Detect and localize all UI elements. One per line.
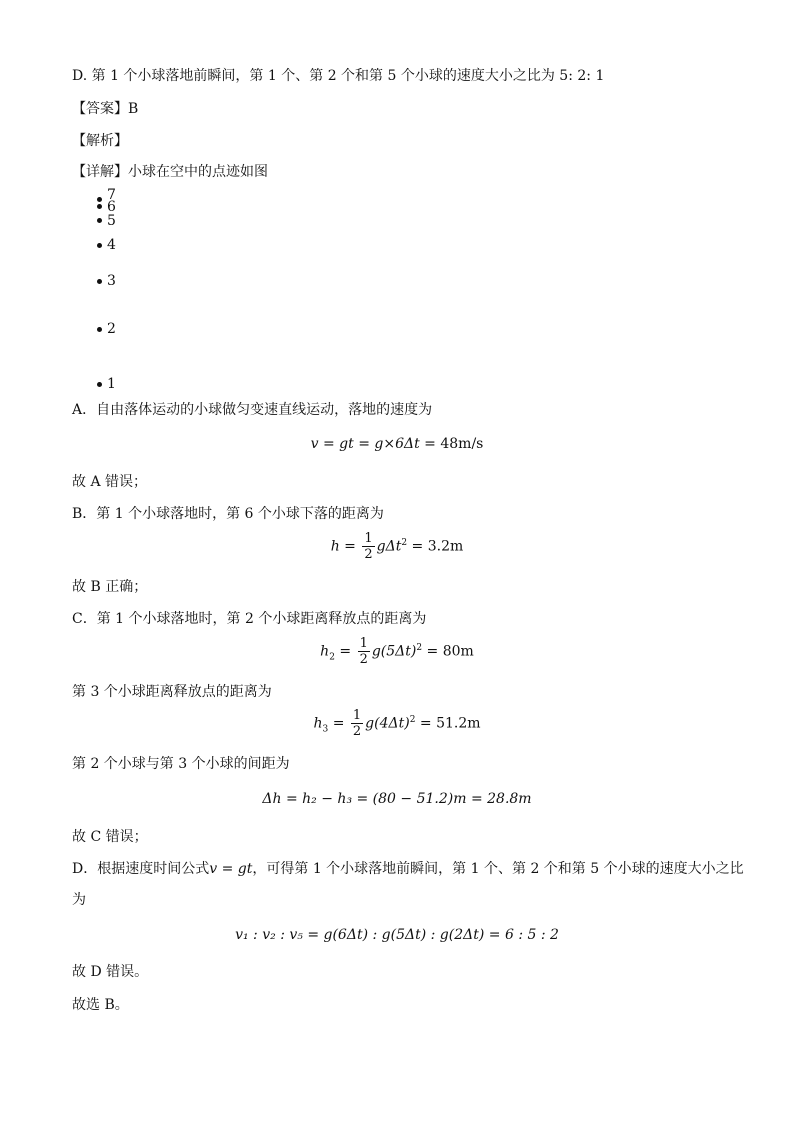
equation-b: h = $\frac{1}{2}$ gΔt$^2$ = 3.2m <box>330 531 464 562</box>
option-a-text: A．自由落体运动的小球做匀变速直线运动，落地的速度为 <box>72 402 433 418</box>
option-b-text: B．第 1 个小球落地时，第 6 个小球下落的距离为 <box>72 506 384 522</box>
final-choice: 故选 B。 <box>72 997 129 1013</box>
ball-label-4: 4 <box>107 237 116 253</box>
equation-d: v₁ : v₂ : v₅ = g(6Δt) : g(5Δt) : g(2Δt) = 6 : 5 : 2 <box>235 927 559 943</box>
ball-label-5: 5 <box>107 213 116 229</box>
option-d-conclusion: 故 D 错误。 <box>72 964 149 980</box>
option-c-text: C．第 1 个小球落地时，第 2 个小球距离释放点的距离为 <box>72 611 427 627</box>
option-c-text2: 第 3 个小球距离释放点的距离为 <box>72 684 272 700</box>
ball-dot-3 <box>97 279 102 284</box>
option-d-text-wrap: 为 <box>72 892 86 908</box>
ball-label-3: 3 <box>107 273 116 289</box>
equation-c1: $h_2$ = $\frac{1}{2}$ $g(5\Delta t)^2 = 80m$ <box>320 636 474 667</box>
detail-intro: 【详解】小球在空中的点迹如图 <box>72 164 268 180</box>
option-b-conclusion: 故 B 正确； <box>72 579 148 595</box>
ball-dot-6 <box>97 204 102 209</box>
option-c-text3: 第 2 个小球与第 3 个小球的间距为 <box>72 756 290 772</box>
analysis-label: 【解析】 <box>72 133 128 149</box>
equation-a: v = gt = g×6Δt = 48m/s <box>310 436 484 452</box>
ball-label-1: 1 <box>107 376 116 392</box>
ball-dot-4 <box>97 243 102 248</box>
ball-label-2: 2 <box>107 321 116 337</box>
ball-label-6: 6 <box>107 199 116 215</box>
option-d-statement: D. 第 1 个小球落地前瞬间，第 1 个、第 2 个和第 5 个小球的速度大小之比为 5: 2: 1 <box>72 68 605 84</box>
option-c-conclusion: 故 C 错误； <box>72 829 148 845</box>
ball-dot-2 <box>97 327 102 332</box>
equation-c2: $h_3$ = $\frac{1}{2}$ $g(4\Delta t)^2 = 51.2m$ <box>313 708 481 739</box>
ball-dot-7 <box>97 197 102 202</box>
ball-dot-1 <box>97 382 102 387</box>
answer-label: 【答案】B <box>72 101 139 117</box>
ball-label-7: 7 <box>107 187 116 203</box>
option-a-conclusion: 故 A 错误； <box>72 474 148 490</box>
option-d-text: D．根据速度时间公式v = gt，可得第 1 个小球落地前瞬间，第 1 个、第 2 个和第 5 个小球的速度大小之比 <box>72 861 744 877</box>
equation-c3: Δh = h₂ − h₃ = (80 − 51.2)m = 28.8m <box>262 791 532 807</box>
ball-dot-5 <box>97 218 102 223</box>
